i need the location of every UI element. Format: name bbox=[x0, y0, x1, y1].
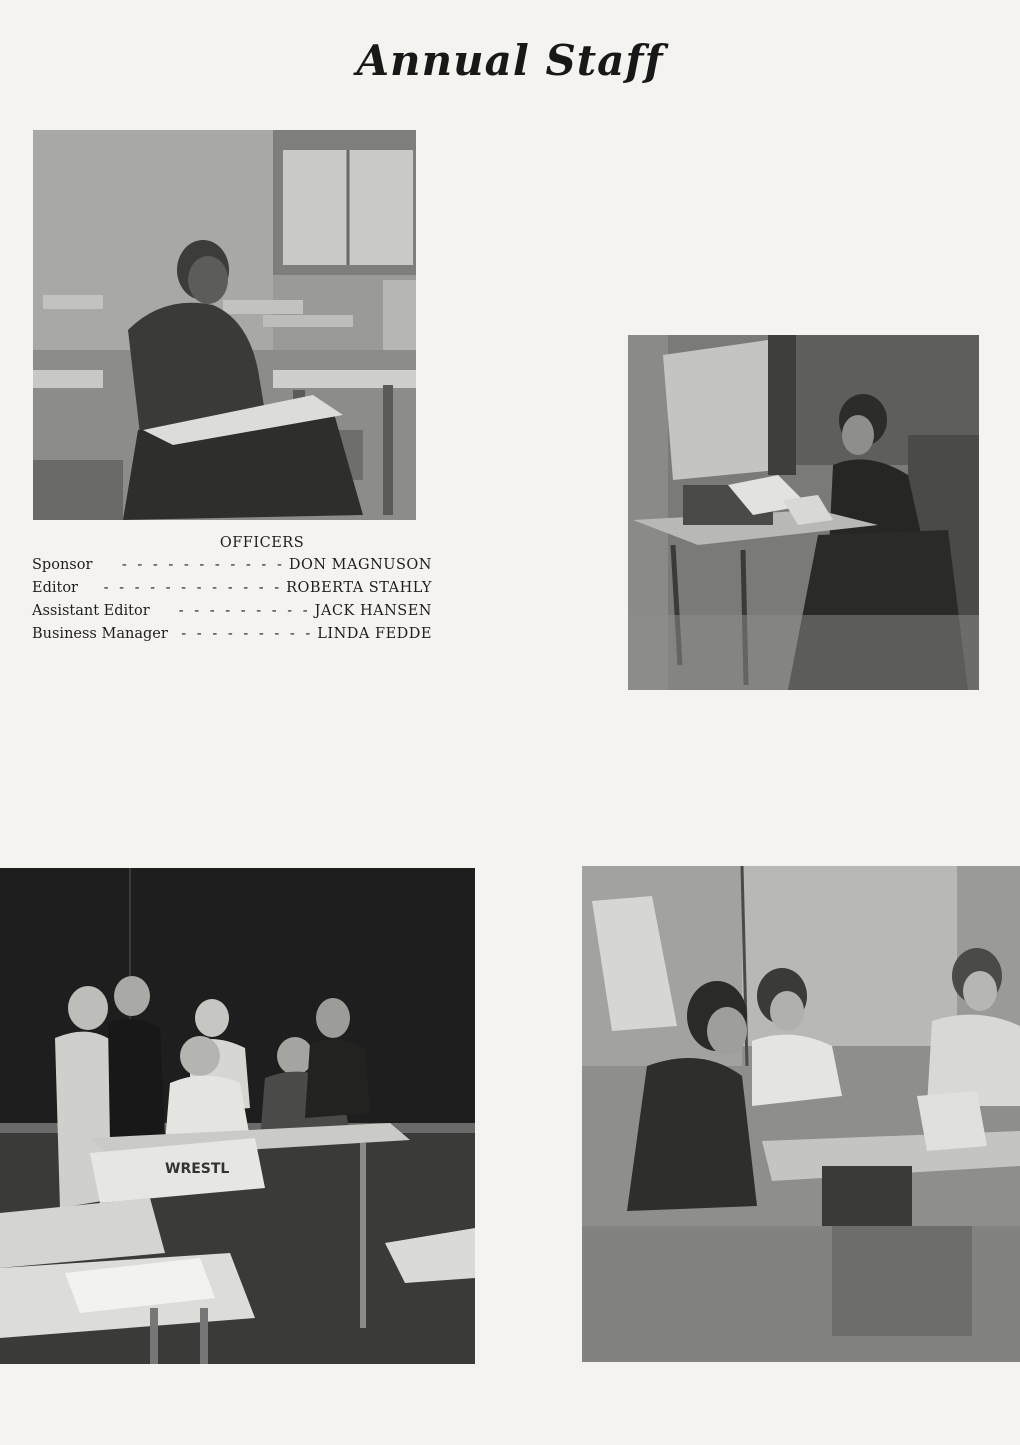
officer-name: JACK HANSEN bbox=[314, 603, 432, 619]
officers-heading: OFFICERS bbox=[219, 535, 305, 551]
photo-editor-at-desk bbox=[628, 335, 979, 690]
officer-role: Sponsor bbox=[32, 557, 93, 573]
photo-sponsor-at-desk bbox=[33, 130, 416, 520]
officer-role: Business Manager bbox=[32, 626, 168, 642]
officer-leader-dashes: - - - - - - - - - bbox=[178, 603, 311, 619]
officer-leader-dashes: - - - - - - - - - - - - bbox=[103, 580, 283, 596]
photo-staff-group-at-chalkboard bbox=[0, 868, 475, 1364]
officer-role: Editor bbox=[32, 580, 78, 596]
officers-list bbox=[32, 535, 432, 649]
officer-leader-dashes: - - - - - - - - - bbox=[181, 626, 314, 642]
officer-row-business-manager bbox=[32, 626, 432, 649]
officer-row-editor bbox=[32, 580, 432, 603]
officer-row-sponsor bbox=[32, 557, 432, 580]
page-title: Annual Staff bbox=[356, 36, 664, 85]
officer-name: DON MAGNUSON bbox=[288, 557, 432, 573]
officer-name: ROBERTA STAHLY bbox=[286, 580, 432, 596]
photo-staff-working-at-table bbox=[582, 866, 1020, 1362]
officer-role: Assistant Editor bbox=[32, 603, 150, 619]
poster-text: WRESTL bbox=[165, 1161, 230, 1177]
officer-row-assistant-editor bbox=[32, 603, 432, 626]
officer-leader-dashes: - - - - - - - - - - - bbox=[121, 557, 285, 573]
officer-name: LINDA FEDDE bbox=[317, 626, 432, 642]
